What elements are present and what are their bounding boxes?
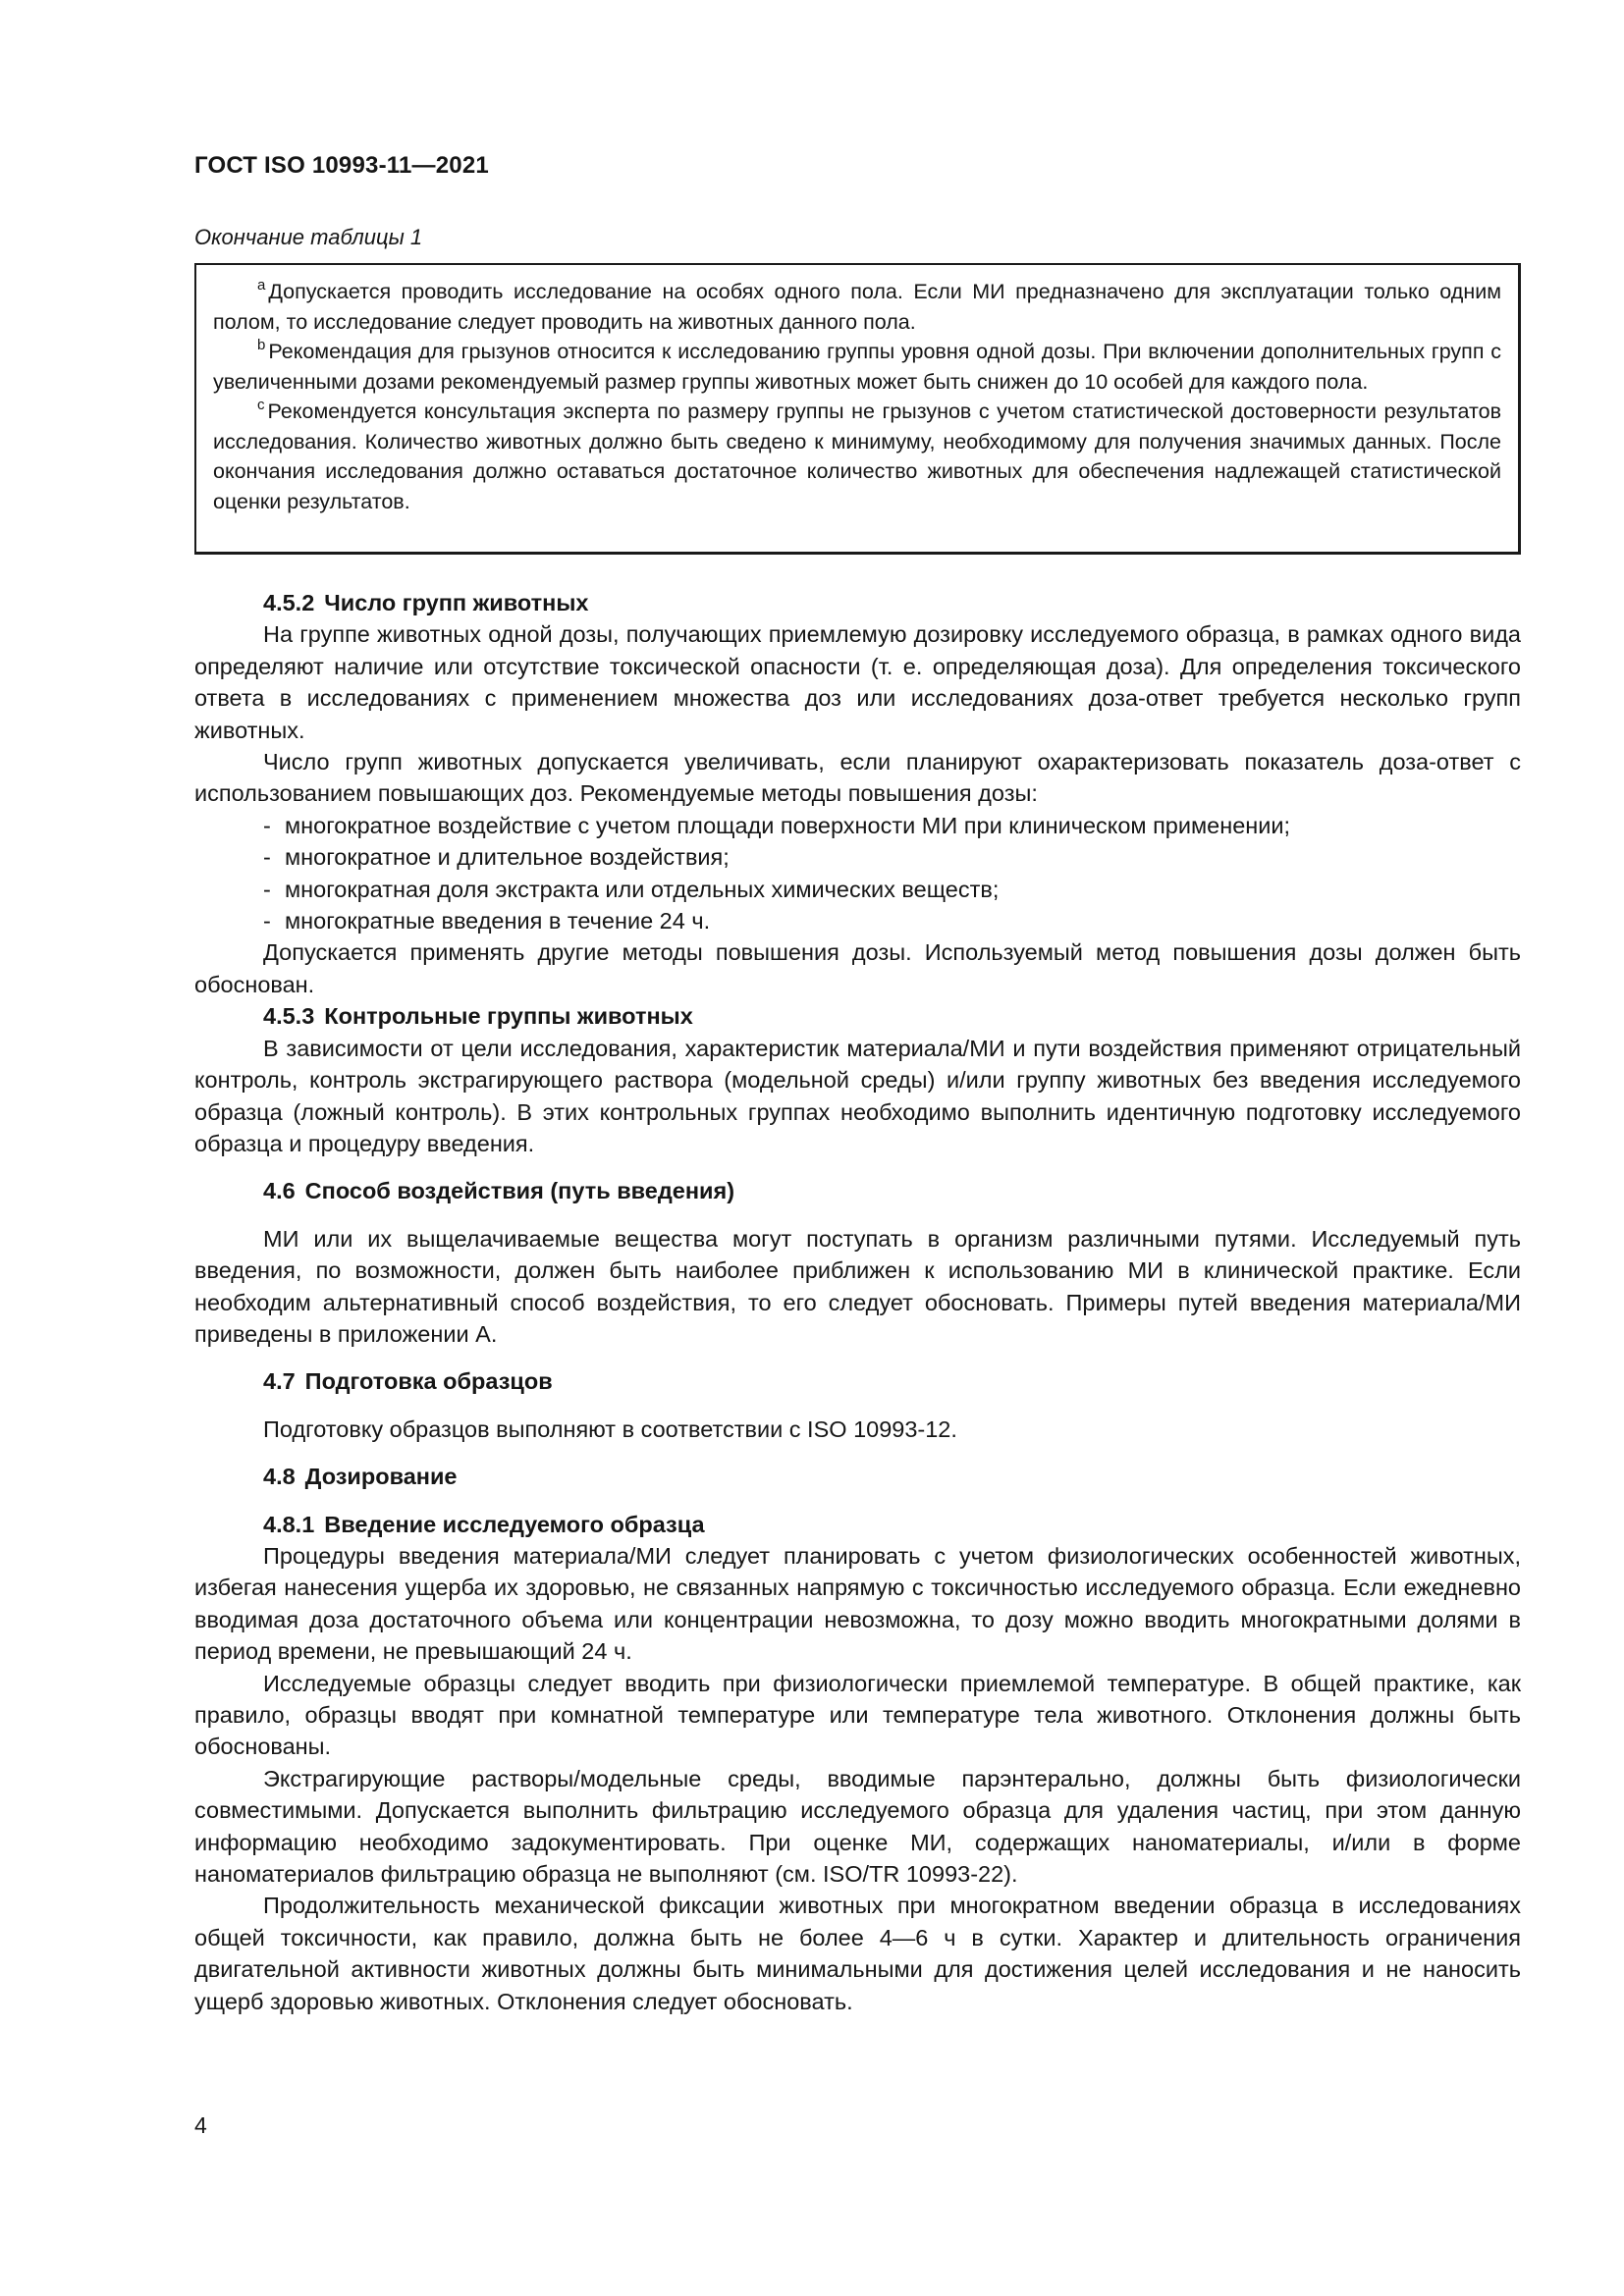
section-number: 4.5.3 [263, 1003, 315, 1030]
footnote-mark: c [257, 397, 265, 413]
footnote-mark: b [257, 337, 266, 353]
list-item-text: многократные введения в течение 24 ч. [285, 908, 711, 934]
table-footnotes-box [194, 263, 1521, 555]
footnote-c [213, 397, 1501, 516]
paragraph: В зависимости от цели исследования, характеристик материала/МИ и пути воздействия применяют отрицательный контроль, контроль экстрагирующего раствора (модельной среды) и/или группу животных без введения исследуемого образца (ложный контроль). В этих контрольных группах необходимо выполнить идентичную подготовку исследуемого образца и процедуру введения. [194, 1035, 1521, 1156]
footnote-text: Рекомендуется консультация эксперта по размеру группы не грызунов с учетом статистической достоверности результатов исследования. Количество животных должно быть сведено к минимуму, необходимому для получения значимых данных. После окончания исследования должно оставаться достаточное количество животных для обеспечения надлежащей статистической оценки результатов. [213, 400, 1501, 513]
paragraph: Исследуемые образцы следует вводить при физиологически приемлемой температуре. В общей практике, как правило, образцы вводят при комнатной температуре или температуре тела животного. Отклонения должны быть обоснованы. [194, 1670, 1521, 1760]
section-heading-4-8 [194, 1461, 1521, 1492]
section-heading-4-6 [194, 1175, 1521, 1206]
document-header: ГОСТ ISO 10993-11—2021 [194, 152, 489, 179]
paragraph: Допускается применять другие методы повышения дозы. Используемый метод повышения дозы должен быть обоснован. [194, 939, 1521, 997]
paragraph: МИ или их выщелачиваемые вещества могут поступать в организм различными путями. Исследуемый путь введения, по возможности, должен быть наиболее приближен к использованию МИ в клинической практике. Если необходим альтернативный способ воздействия, то его следует обосновать. Примеры путей введения материала/МИ приведены в приложении А. [194, 1225, 1521, 1347]
paragraph: На группе животных одной дозы, получающих приемлемую дозировку исследуемого образца, в рамках одного вида определяют наличие или отсутствие токсической опасности (т. е. определяющая доза). Для определения токсического ответа в исследованиях с применением множества доз или исследованиях доза-ответ требуется несколько групп животных. [194, 621, 1521, 743]
list-item: - многократные введения в течение 24 ч. [263, 908, 711, 934]
paragraph: Число групп животных допускается увеличивать, если планируют охарактеризовать показатель доза-ответ с использованием повышающих доз. Рекомендуемые методы повышения дозы: [194, 749, 1521, 807]
paragraph: Продолжительность механической фиксации животных при многократном введении образца в исследованиях общей токсичности, как правило, должна быть не более 4—6 ч в сутки. Характер и длительность ограничения двигательной активности животных должны быть минимальными для достижения целей исследования и не наносить ущерб здоровью животных. Отклонения следует обосновать. [194, 1893, 1521, 2014]
list-item: - многократное и длительное воздействия; [263, 844, 730, 871]
section-title: Число групп животных [324, 590, 589, 615]
dose-methods-list [194, 810, 1521, 937]
page-number: 4 [194, 2112, 207, 2138]
footnote-b [213, 337, 1501, 397]
paragraph: Экстрагирующие растворы/модельные среды, вводимые парэнтерально, должны быть физиологически совместимыми. Допускается выполнить фильтрацию исследуемого образца для удаления частиц, при этом данную информацию необходимо задокументировать. При оценке МИ, содержащих наноматериалы, и/или в форме наноматериалов фильтрацию образца не выполняют (см. ISO/TR 10993-22). [194, 1765, 1521, 1888]
section-title: Дозирование [304, 1464, 458, 1490]
section-number: 4.5.2 [263, 590, 315, 615]
list-item: - многократная доля экстракта или отдельных химических веществ; [263, 876, 1000, 902]
section-heading-4-7 [194, 1365, 1521, 1397]
section-title: Способ воздействия (путь введения) [304, 1178, 735, 1204]
table-caption: Окончание таблицы 1 [194, 225, 423, 249]
footnote-text: Рекомендация для грызунов относится к исследованию группы уровня одной дозы. При включении дополнительных групп с увеличенными дозами рекомендуемый размер группы животных может быть снижен до 10 особей для каждого пола. [213, 340, 1501, 394]
section-number: 4.8.1 [263, 1511, 315, 1537]
document-body [194, 587, 1521, 2017]
section-heading-4-5-3 [194, 1000, 1521, 1032]
paragraph: Подготовку образцов выполняют в соответствии с ISO 10993-12. [263, 1415, 957, 1442]
footnote-text: Допускается проводить исследование на особях одного пола. Если МИ предназначено для эксплуатации только одним полом, то исследование следует проводить на животных данного пола. [213, 280, 1501, 334]
section-heading-4-8-1 [194, 1509, 1521, 1540]
footnote-mark: a [257, 277, 266, 294]
section-title: Введение исследуемого образца [324, 1511, 705, 1537]
list-item-text: многократная доля экстракта или отдельных химических веществ; [285, 876, 1000, 902]
section-heading-4-5-2 [194, 587, 1521, 618]
paragraph: Процедуры введения материала/МИ следует планировать с учетом физиологических особенностей животных, избегая нанесения ущерба их здоровью, не связанных напрямую с токсичностью исследуемого образца. Если ежедневно вводимая доза достаточного объема или концентрации невозможна, то дозу можно вводить многократными долями в период времени, не превышающий 24 ч. [194, 1542, 1521, 1665]
section-title: Подготовка образцов [304, 1368, 553, 1395]
list-item-text: многократное и длительное воздействия; [285, 844, 730, 871]
section-number: 4.7 [263, 1368, 296, 1395]
section-number: 4.8 [263, 1464, 296, 1490]
list-item: - многократное воздействие с учетом площади поверхности МИ при клиническом применении; [263, 812, 1291, 838]
section-title: Контрольные группы животных [324, 1003, 693, 1030]
section-number: 4.6 [263, 1178, 296, 1204]
footnote-a [213, 277, 1501, 337]
list-item-text: многократное воздействие с учетом площади поверхности МИ при клиническом применении; [285, 812, 1291, 838]
